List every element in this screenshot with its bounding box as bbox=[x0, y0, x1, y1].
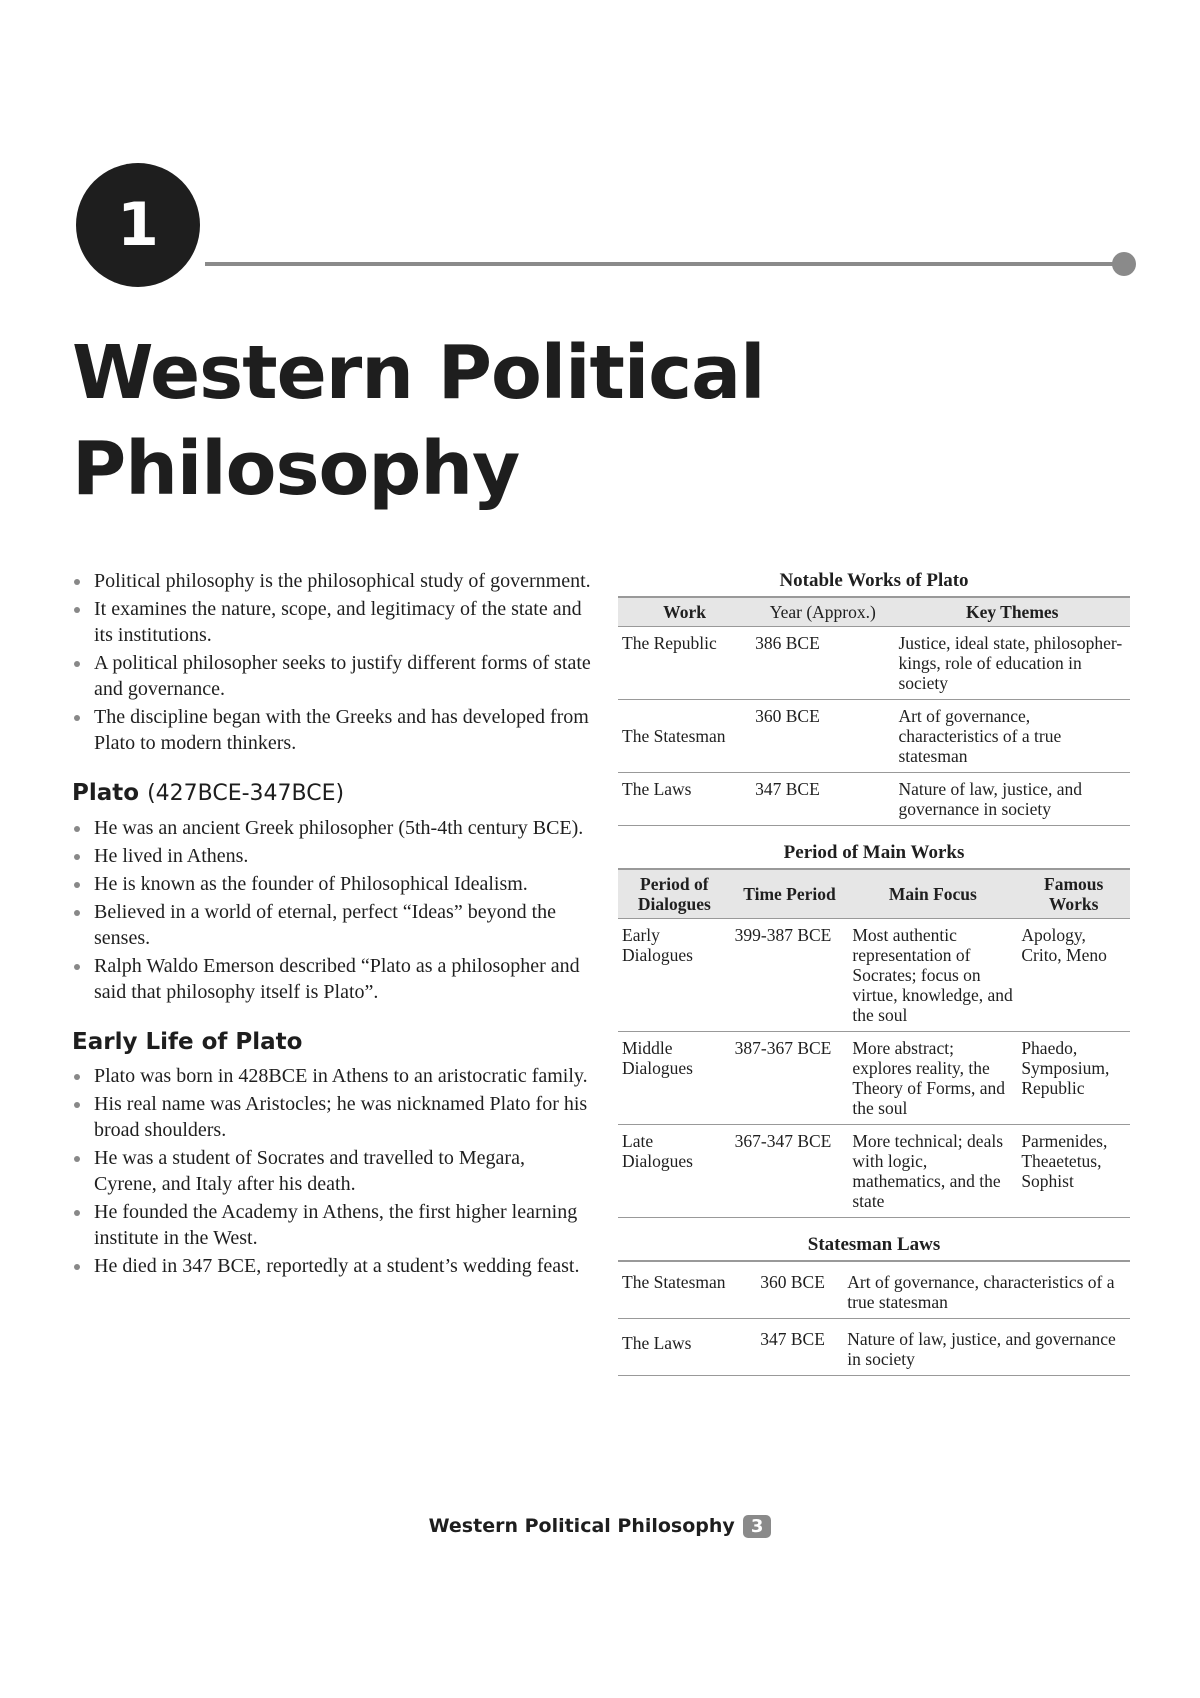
table-cell: Early Dialogues bbox=[618, 919, 731, 1032]
main-works-caption: Period of Main Works bbox=[618, 840, 1130, 870]
chapter-divider-dot bbox=[1112, 252, 1136, 276]
table-cell: 386 BCE bbox=[751, 627, 894, 700]
list-item: He lived in Athens. bbox=[72, 843, 592, 869]
chapter-divider-line bbox=[205, 262, 1120, 266]
table-cell: The Laws bbox=[618, 1319, 756, 1376]
table-row bbox=[618, 1319, 1130, 1376]
table-cell: Art of governance, characteristics of a true statesman bbox=[843, 1262, 1130, 1319]
list-item: He founded the Academy in Athens, the first higher learning institute in the West. bbox=[72, 1199, 592, 1251]
list-item: He died in 347 BCE, reportedly at a student’s wedding feast. bbox=[72, 1253, 592, 1279]
notable-works-table bbox=[618, 598, 1130, 826]
plato-bullet-list bbox=[72, 815, 592, 1005]
table-row bbox=[618, 627, 1130, 700]
chapter-title: Western Political Philosophy bbox=[72, 330, 765, 512]
list-item: Plato was born in 428BCE in Athens to an aristocratic family. bbox=[72, 1063, 592, 1089]
main-works-table bbox=[618, 870, 1130, 1218]
table-row bbox=[618, 1032, 1130, 1125]
table-cell: Nature of law, justice, and governance in society bbox=[894, 773, 1130, 826]
early-life-heading: Early Life of Plato bbox=[72, 1029, 303, 1055]
plato-heading-dates: (427BCE-347BCE) bbox=[147, 781, 345, 806]
plato-heading bbox=[72, 778, 592, 809]
right-column bbox=[618, 568, 1130, 1390]
list-item: Believed in a world of eternal, perfect “Ideas” beyond the senses. bbox=[72, 899, 592, 951]
list-item: It examines the nature, scope, and legitimacy of the state and its institutions. bbox=[72, 596, 592, 648]
statesman-laws-caption: Statesman Laws bbox=[618, 1232, 1130, 1262]
table-cell: 347 BCE bbox=[751, 773, 894, 826]
table-cell: The Laws bbox=[618, 773, 751, 826]
column-header: Period of Dialogues bbox=[618, 870, 731, 919]
early-life-bullet-list bbox=[72, 1063, 592, 1279]
table-cell: The Statesman bbox=[618, 1262, 756, 1319]
table-cell: 367-347 BCE bbox=[731, 1125, 849, 1218]
table-cell: More abstract; explores reality, the Theory of Forms, and the soul bbox=[848, 1032, 1017, 1125]
column-header: Work bbox=[618, 598, 751, 627]
notable-works-caption: Notable Works of Plato bbox=[618, 568, 1130, 598]
table-cell: Parmenides, Theaetetus, Sophist bbox=[1017, 1125, 1130, 1218]
table-cell: 360 BCE bbox=[751, 700, 894, 773]
list-item: He was an ancient Greek philosopher (5th-4th century BCE). bbox=[72, 815, 592, 841]
list-item: Ralph Waldo Emerson described “Plato as a philosopher and said that philosophy itself is Plato”. bbox=[72, 953, 592, 1005]
notable-works-table-block bbox=[618, 568, 1130, 826]
list-item: A political philosopher seeks to justify different forms of state and governance. bbox=[72, 650, 592, 702]
table-cell: Justice, ideal state, philosopher-kings, role of education in society bbox=[894, 627, 1130, 700]
table-cell: 347 BCE bbox=[756, 1319, 843, 1376]
table-row bbox=[618, 773, 1130, 826]
table-header-row bbox=[618, 870, 1130, 919]
column-header: Main Focus bbox=[848, 870, 1017, 919]
main-works-table-block bbox=[618, 840, 1130, 1218]
table-cell: Late Dialogues bbox=[618, 1125, 731, 1218]
table-row bbox=[618, 1262, 1130, 1319]
list-item: Political philosophy is the philosophical study of government. bbox=[72, 568, 592, 594]
list-item: He was a student of Socrates and travelled to Megara, Cyrene, and Italy after his death. bbox=[72, 1145, 592, 1197]
statesman-laws-table bbox=[618, 1262, 1130, 1376]
list-item: The discipline began with the Greeks and has developed from Plato to modern thinkers. bbox=[72, 704, 592, 756]
statesman-laws-table-block bbox=[618, 1232, 1130, 1376]
table-cell: The Statesman bbox=[618, 700, 751, 773]
table-cell: More technical; deals with logic, mathematics, and the state bbox=[848, 1125, 1017, 1218]
column-header: Famous Works bbox=[1017, 870, 1130, 919]
page-footer bbox=[0, 1515, 1200, 1538]
table-row bbox=[618, 1125, 1130, 1218]
left-column bbox=[72, 568, 592, 1281]
column-header: Year (Approx.) bbox=[751, 598, 894, 627]
table-row bbox=[618, 919, 1130, 1032]
footer-title: Western Political Philosophy bbox=[428, 1515, 735, 1537]
chapter-number-badge: 1 bbox=[76, 163, 200, 287]
page-number-badge: 3 bbox=[743, 1515, 772, 1538]
list-item: His real name was Aristocles; he was nicknamed Plato for his broad shoulders. bbox=[72, 1091, 592, 1143]
column-header: Time Period bbox=[731, 870, 849, 919]
plato-heading-name: Plato bbox=[72, 780, 140, 806]
table-cell: 360 BCE bbox=[756, 1262, 843, 1319]
intro-bullet-list bbox=[72, 568, 592, 756]
table-cell: Middle Dialogues bbox=[618, 1032, 731, 1125]
table-cell: Nature of law, justice, and governance in society bbox=[843, 1319, 1130, 1376]
table-cell: The Republic bbox=[618, 627, 751, 700]
table-cell: Phaedo, Symposium, Republic bbox=[1017, 1032, 1130, 1125]
column-header: Key Themes bbox=[894, 598, 1130, 627]
table-cell: Most authentic representation of Socrates; focus on virtue, knowledge, and the soul bbox=[848, 919, 1017, 1032]
table-cell: Art of governance, characteristics of a true statesman bbox=[894, 700, 1130, 773]
table-cell: 387-367 BCE bbox=[731, 1032, 849, 1125]
table-header-row bbox=[618, 598, 1130, 627]
table-cell: 399-387 BCE bbox=[731, 919, 849, 1032]
table-cell: Apology, Crito, Meno bbox=[1017, 919, 1130, 1032]
table-row bbox=[618, 700, 1130, 773]
list-item: He is known as the founder of Philosophical Idealism. bbox=[72, 871, 592, 897]
